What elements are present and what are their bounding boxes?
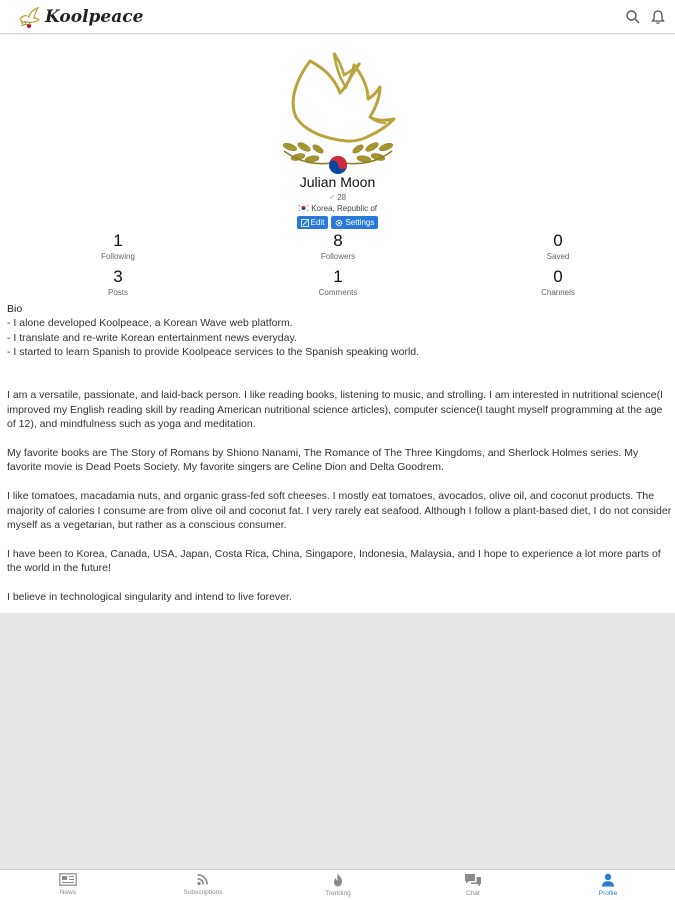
bio-line: - I translate and re-write Korean entertainment news everyday. [7, 331, 297, 344]
profile-actions [0, 216, 675, 229]
bio-line: - I started to learn Spanish to provide Koolpeace services to the Spanish speaking world. [7, 346, 420, 359]
country-name: Korea, Republic of [311, 204, 378, 213]
bio-paragraph: I have been to Korea, Canada, USA, Japan, Costa Rica, China, Singapore, Indonesia, Malaysia, and I hope to experience a lot more parts of the world in the future! [7, 547, 661, 575]
stat-followers[interactable] [278, 232, 398, 261]
top-app-bar [0, 0, 675, 34]
bio-section [7, 302, 672, 604]
nav-chat[interactable] [428, 873, 518, 897]
bio-line: - I alone developed Koolpeace, a Korean Wave web platform. [7, 317, 293, 330]
bio-spacer [7, 374, 672, 388]
rss-icon [196, 873, 210, 886]
male-icon: ♂ [328, 193, 335, 202]
profile-avatar-dove-emblem [276, 47, 400, 177]
dove-logo-icon [16, 4, 42, 30]
nav-subscriptions-label: Subscriptions [183, 889, 223, 896]
profile-age [0, 193, 675, 202]
age-value: 28 [337, 193, 347, 202]
nav-news-label: News [59, 889, 77, 896]
stat-saved[interactable] [498, 232, 618, 261]
nav-subscriptions[interactable] [158, 873, 248, 896]
edit-label: Edit [310, 218, 325, 227]
settings-label: Settings [345, 218, 375, 227]
nav-trending[interactable] [293, 873, 383, 897]
posts-label: Posts [107, 288, 128, 297]
chat-icon [464, 873, 482, 887]
following-label: Following [101, 252, 135, 261]
person-icon [601, 873, 615, 887]
app-name: Koolpeace [45, 7, 144, 27]
bio-paragraph: I am a versatile, passionate, and laid-back person. I like reading books, listening to music, and strolling. I am interested in nutritional science(I improved my English reading skill by reading American nutritional science articles), computer science(I taught myself programming at the age of 12), and mindfulness such as yoga and meditation. [7, 389, 664, 431]
profile-page [0, 35, 675, 613]
nav-chat-label: Chat [466, 890, 480, 897]
following-count: 1 [113, 231, 123, 250]
fire-icon [332, 873, 344, 887]
gear-icon [335, 219, 343, 227]
app-logo[interactable] [16, 4, 143, 30]
channels-label: Channels [541, 288, 575, 297]
stat-comments[interactable] [278, 268, 398, 297]
bio-spacer [7, 360, 672, 374]
comments-count: 1 [333, 267, 343, 286]
stat-following[interactable] [58, 232, 178, 261]
bottom-navigation [0, 869, 675, 900]
empty-content-area [0, 613, 675, 869]
followers-label: Followers [320, 252, 356, 261]
bio-spacer [7, 475, 672, 489]
bio-spacer [7, 576, 672, 590]
profile-country [0, 204, 675, 213]
stat-channels[interactable] [498, 268, 618, 297]
edit-button[interactable] [297, 216, 329, 229]
bio-paragraph: My favorite books are The Story of Romans by Shiono Nanami, The Romance of The Three Kingdoms, and Sherlock Holmes series. My favorite movie is Dead Poets Society. My favorite singers are Celine Dion and Delta Goodrem. [7, 447, 639, 474]
nav-profile[interactable] [563, 873, 653, 897]
search-icon[interactable] [625, 9, 641, 25]
nav-news[interactable] [23, 873, 113, 896]
edit-icon [301, 219, 309, 227]
comments-label: Comments [318, 288, 358, 297]
nav-profile-label: Profile [598, 890, 618, 897]
followers-count: 8 [333, 231, 343, 250]
saved-label: Saved [546, 252, 570, 261]
posts-count: 3 [113, 267, 123, 286]
flag-icon [298, 204, 309, 212]
bio-paragraph: I like tomatoes, macadamia nuts, and organic grass-fed soft cheeses. I mostly eat tomatoes, avocados, olive oil, and coconut products. The majority of calories I consume are from olive oil and coconut fat. I very rarely eat seafood. Although I follow a plant-based diet, I do not consider myself as a vegetarian, but rather as a conscious consumer. [7, 490, 672, 532]
bio-heading: Bio [7, 303, 23, 315]
nav-trending-label: Trending [325, 890, 351, 897]
bio-spacer [7, 432, 672, 446]
news-icon [59, 873, 77, 886]
channels-count: 0 [553, 267, 563, 286]
bio-paragraph: I believe in technological singularity and intend to live forever. [7, 591, 292, 604]
bell-icon[interactable] [650, 9, 666, 25]
saved-count: 0 [553, 231, 563, 250]
bio-spacer [7, 532, 672, 546]
profile-name: Julian Moon [299, 174, 376, 190]
stat-posts[interactable] [58, 268, 178, 297]
settings-button[interactable] [331, 216, 378, 229]
